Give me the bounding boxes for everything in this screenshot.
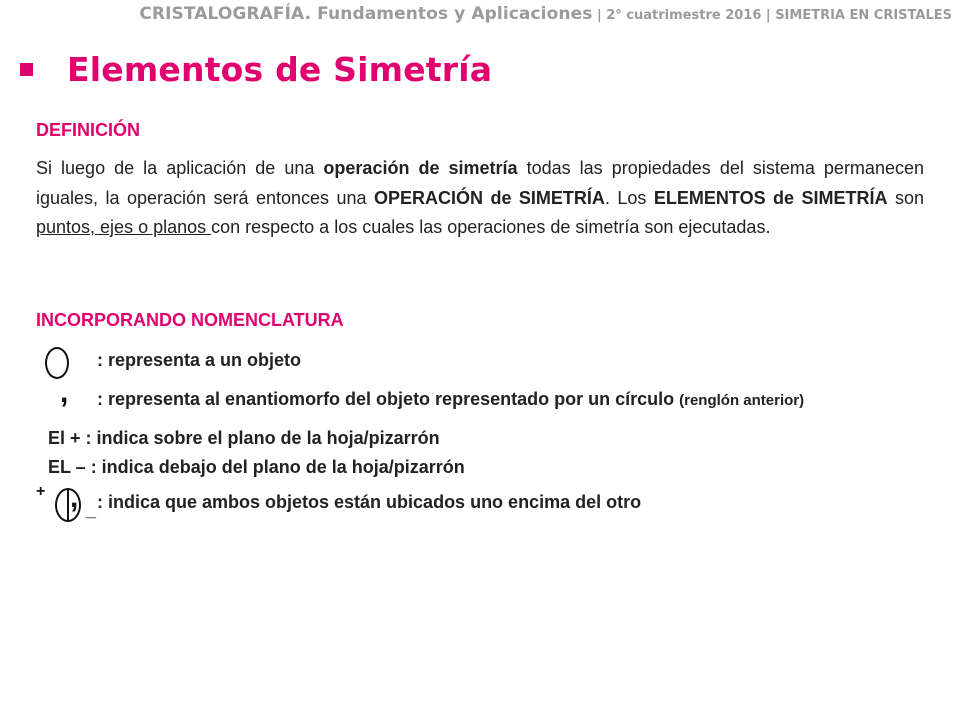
definition-text-2: todas las propiedades del sistema permanecen iguales, la operación será entonces una [36,158,924,208]
definition-text-1: Si luego de la aplicación de una [36,158,324,178]
combo-comma-icon: , [70,481,79,514]
definition-bold-3: ELEMENTOS de SIMETRÍA [653,187,888,208]
nomenclature-heading: INCORPORANDO NOMENCLATURA [36,310,344,330]
course-meta: | 2° cuatrimestre 2016 | SIMETRIA EN CRISTALES [592,8,952,23]
combo-minus-sign: _ [86,500,97,520]
circle-description: : representa a un objeto [97,350,302,370]
enantiomorph-text: : representa al enantiomorfo del objeto representado por un círculo [97,389,680,409]
course-title: CRISTALOGRAFÍA. Fundamentos y Aplicaciones [139,4,593,24]
slide-title: Elementos de Simetría [67,50,493,89]
slide-header [0,4,952,24]
definition-bold-2: OPERACIÓN de SIMETRÍA [373,187,605,208]
combo-divider-line [67,489,69,521]
definition-text-3: . Los [604,187,654,208]
definition-text-4: son [887,187,924,208]
comma-enantiomorph-icon: , [60,376,69,409]
combo-description: : indica que ambos objetos están ubicados uno encima del otro [97,492,642,512]
minus-description: EL – : indica debajo del plano de la hoja/pizarrón [48,457,465,477]
plus-description: El + : indica sobre el plano de la hoja/pizarrón [48,428,440,448]
circle-object-icon [45,347,69,379]
square-bullet-icon [20,63,33,76]
definition-text-5: con respecto a los cuales las operaciones de simetría son ejecutadas. [211,217,771,237]
definition-heading: DEFINICIÓN [36,120,141,140]
definition-bold-1: operación de simetría [323,158,518,178]
combo-plus-sign: + [36,483,46,500]
enantiomorph-note: (renglón anterior) [679,392,805,409]
definition-underlined: puntos, ejes o planos [36,217,212,237]
title-row [20,50,492,89]
enantiomorph-description [97,389,804,410]
definition-paragraph [36,154,924,243]
